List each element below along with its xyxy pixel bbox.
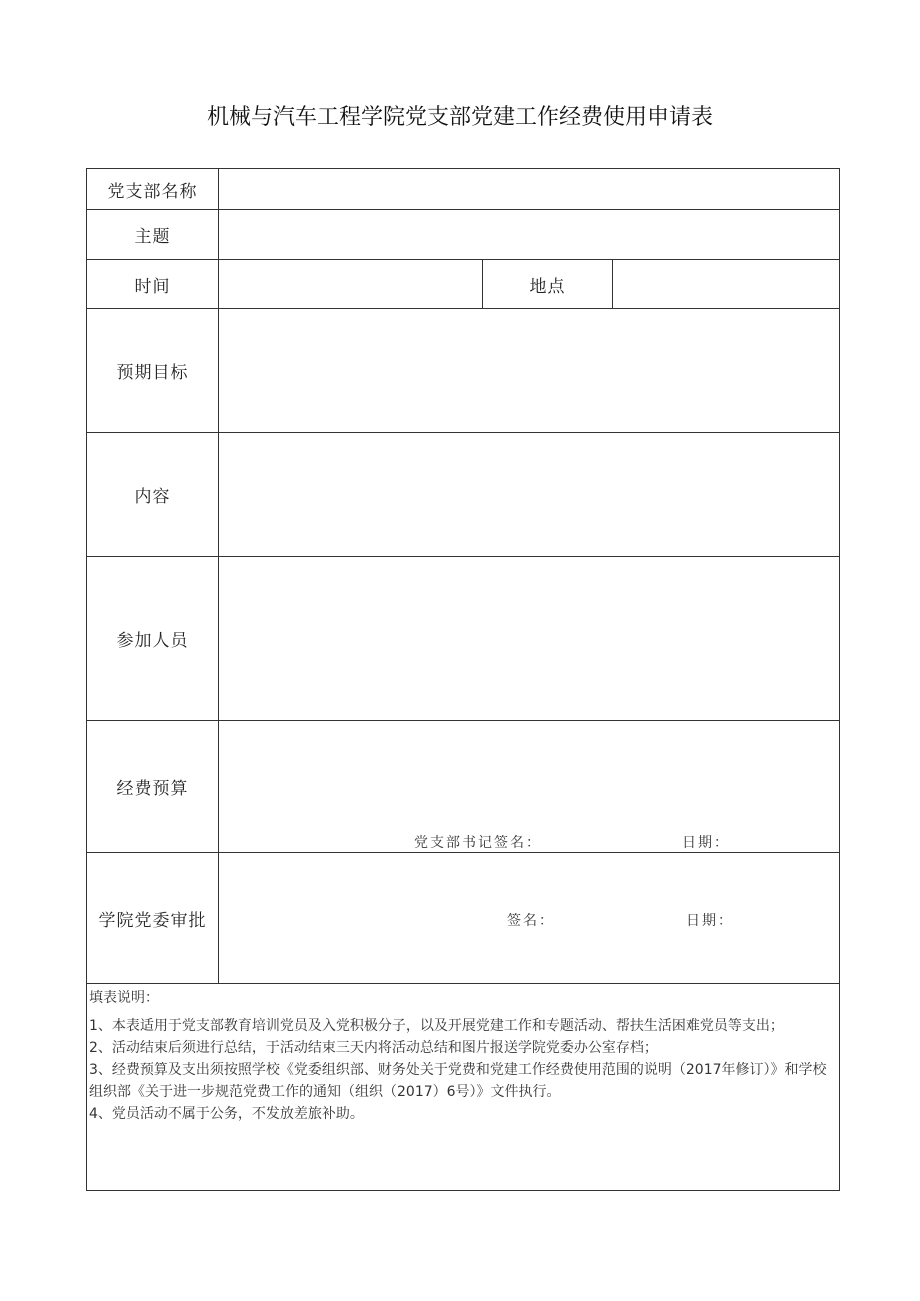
- approval-date-label: 日期：: [686, 913, 734, 929]
- form-title: 机械与汽车工程学院党支部党建工作经费使用申请表: [206, 105, 713, 130]
- note-item-3: 3、经费预算及支出须按照学校《党委组织部、财务处关于党费和党建工作经费使用范围的说明（2017年修订）》和学校组织部《关于进一步规范党费工作的通知（组织（2017）6号）》文件执行。: [89, 1062, 827, 1100]
- form-notes: [89, 987, 829, 1125]
- goal-field[interactable]: [219, 309, 839, 432]
- budget-date-label: 日期：: [682, 835, 730, 851]
- label-budget: 经费预算: [116, 779, 189, 799]
- label-approval: 学院党委审批: [98, 910, 207, 931]
- label-topic: 主题: [134, 227, 171, 247]
- topic-field[interactable]: [219, 210, 839, 259]
- location-field[interactable]: [613, 260, 839, 308]
- label-branch-name: 党支部名称: [107, 181, 198, 202]
- branch-name-field[interactable]: [219, 169, 839, 209]
- participants-field[interactable]: [219, 557, 839, 720]
- label-goal: 预期目标: [116, 363, 189, 383]
- note-item-1: 1、本表适用于党支部教育培训党员及入党积极分子，以及开展党建工作和专题活动、帮扶生活困难党员等支出；: [89, 1018, 784, 1034]
- label-time: 时间: [134, 276, 171, 297]
- time-field[interactable]: [219, 260, 482, 308]
- label-location: 地点: [529, 276, 566, 297]
- notes-heading: 填表说明：: [89, 990, 159, 1006]
- note-item-2: 2、活动结束后须进行总结，于活动结束三天内将活动总结和图片报送学院党委办公室存档；: [89, 1040, 658, 1056]
- secretary-signature-label: 党支部书记签名：: [414, 835, 542, 851]
- label-participants: 参加人员: [116, 631, 189, 651]
- content-field[interactable]: [219, 433, 839, 556]
- note-item-4: 4、党员活动不属于公务，不发放差旅补助。: [89, 1106, 364, 1122]
- label-content: 内容: [134, 487, 171, 507]
- approval-signature-label: 签名：: [507, 913, 555, 929]
